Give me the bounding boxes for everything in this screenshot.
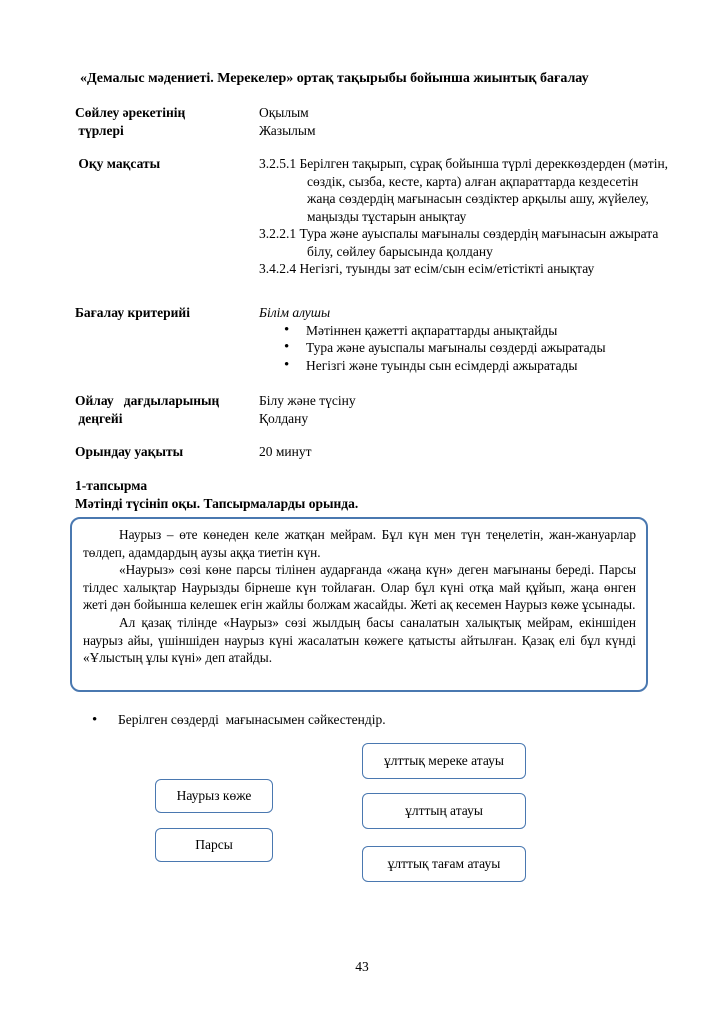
match-right-nationality[interactable]: ұлттың атауы — [362, 793, 526, 829]
matching-instruction: • Берілген сөздерді мағынасымен сәйкестендір. — [92, 712, 386, 728]
page-number: 43 — [355, 959, 369, 974]
match-right-national-holiday[interactable]: ұлттық мереке атауы — [362, 743, 526, 779]
bullet-icon: • — [92, 712, 98, 728]
task-instruction: Мәтінді түсініп оқы. Тапсырмаларды орында. — [75, 495, 359, 511]
speech-label: Сөйлеу әрекетінің түрлері — [75, 105, 186, 138]
criteria-item: • Негізгі және туынды сын есімдерді ажыратады — [259, 357, 669, 375]
criteria-list — [259, 322, 669, 375]
thinking-values: Білу және түсіну Қолдану — [259, 393, 356, 426]
criteria-block — [259, 304, 669, 374]
time-value: 20 минут — [259, 444, 312, 459]
passage-paragraph: Ал қазақ тілінде «Наурыз» сөзі жылдың басы саналатын халықтық мейрам, екіншіден наурыз айы, үшіншіден наурыз күні жасалатын көжеге қатысты айтылған. Қазақ елі бұл күнді «Ұлыстың ұлы күні» деп атайды. — [83, 614, 636, 666]
criteria-item: • Мәтіннен қажетті ақпараттарды анықтайды — [259, 322, 669, 340]
match-left-nauryz-kozhe[interactable]: Наурыз көже — [155, 779, 273, 813]
objective-item: 3.2.5.1 Берілген тақырып, сұрақ бойынша түрлі дереккөздерден (мәтін, сөздік, сызба, кесте, карта) алған ақпараттарда кездесетін жаңа сөздердің мағынасын сөздіктер арқылы ашу, жүйелеу, маңызды тұстарын анықтау — [259, 156, 669, 224]
task-number: 1-тапсырма — [75, 478, 148, 493]
criteria-item: • Тура және ауыспалы мағыналы сөздерді ажыратады — [259, 339, 669, 357]
objectives-list — [259, 155, 669, 278]
criteria-label: Бағалау критерийі — [75, 305, 190, 320]
reading-passage — [70, 517, 648, 692]
match-right-national-dish[interactable]: ұлттық тағам атауы — [362, 846, 526, 882]
speech-values: Оқылым Жазылым — [259, 105, 316, 138]
time-label: Орындау уақыты — [75, 444, 184, 459]
criteria-intro: Білім алушы — [259, 305, 331, 320]
objectives-label: Оқу мақсаты — [75, 156, 161, 171]
objective-item: 3.2.2.1 Тура және ауыспалы мағыналы сөздердің мағынасын ажырата білу, сөйлеу барысында қолдану — [259, 226, 659, 259]
page-title: «Демалыс мәдениеті. Мерекелер» ортақ тақырыбы бойынша жиынтық бағалау — [80, 71, 589, 86]
thinking-label: Ойлау дағдыларының деңгейі — [75, 393, 220, 426]
match-left-parsy[interactable]: Парсы — [155, 828, 273, 862]
passage-paragraph: «Наурыз» сөзі көне парсы тілінен аударғанда «жаңа күн» деген мағынаны береді. Парсы тілдес халықтар Наурызды бірнеше күн тойлаған. Олар бұл күні отқа май құйып, жаңа өнген жеті дән бойынша келешек егін жайлы болжам жасайды. Жеті ақ кесемен Наурыз көже ұсынады. — [83, 562, 636, 613]
objective-item: 3.4.2.4 Негізгі, туынды зат есім/сын есім/етістікті анықтау — [259, 261, 595, 276]
passage-paragraph: Наурыз – өте көнеден келе жатқан мейрам. Бұл күн мен түн теңелетін, жан-жануарлар төлдеп, адамдардың аузы аққа тиетін күн. — [83, 527, 636, 560]
task-heading — [75, 477, 358, 512]
